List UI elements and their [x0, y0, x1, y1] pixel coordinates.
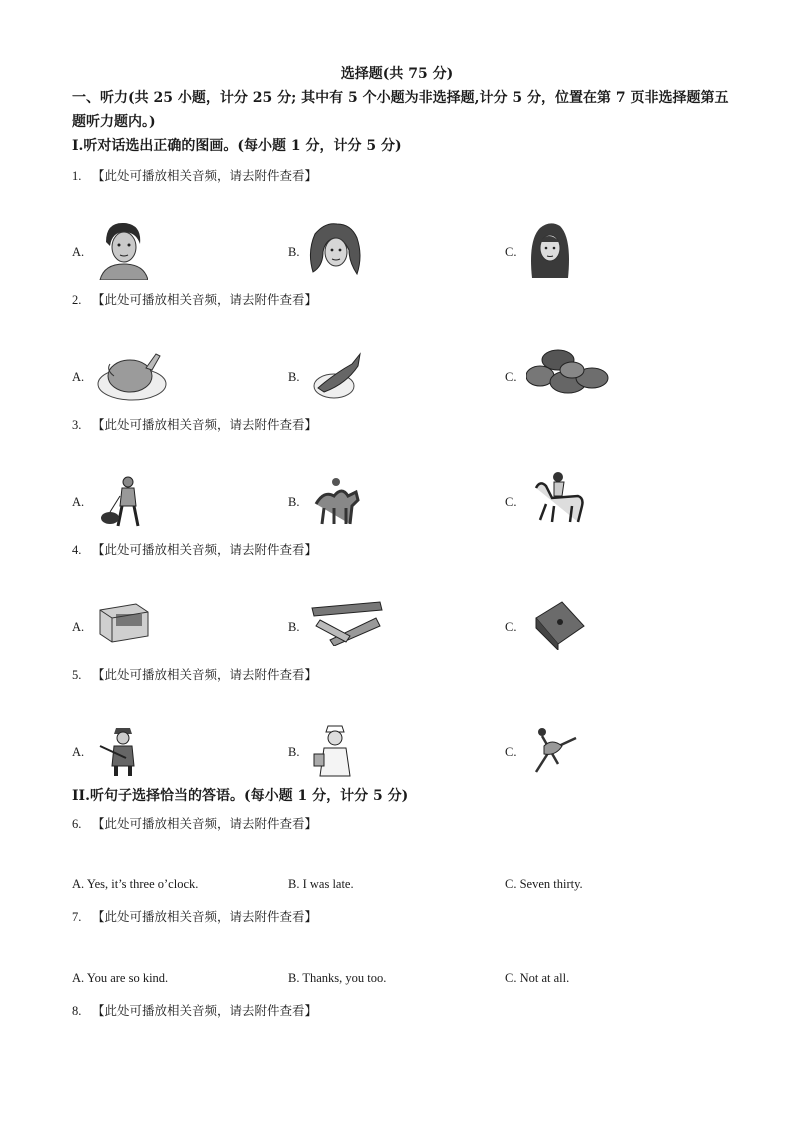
question-number: 5. — [72, 668, 82, 682]
option-a-text: A. Yes, it’s three o’clock. — [72, 877, 199, 891]
audio-placeholder: 【此处可播放相关音频，请去附件查看】 — [92, 292, 318, 307]
section-2-heading: II.听句子选择恰当的答语。(每小题 1 分，计分 5 分) — [72, 788, 409, 804]
question-7 — [72, 908, 317, 926]
girl-long-hair-icon — [526, 220, 574, 280]
page-title: 选择题(共 75 分) — [340, 66, 454, 82]
fish-on-plate-icon — [312, 352, 364, 402]
man-walking-dog-icon — [98, 474, 150, 528]
woman-short-hair-icon — [96, 220, 148, 280]
question-8 — [72, 1002, 317, 1020]
ruler-icon — [310, 600, 384, 646]
option-b-text: B. I was late. — [288, 877, 354, 891]
eraser-box-icon — [98, 602, 150, 644]
option-a-label: A. — [72, 620, 85, 634]
audio-placeholder: 【此处可播放相关音频，请去附件查看】 — [92, 667, 318, 682]
option-c-label: C. — [505, 245, 517, 259]
question-4 — [72, 541, 317, 559]
question-number: 8. — [72, 1004, 82, 1018]
audio-placeholder: 【此处可播放相关音频，请去附件查看】 — [92, 909, 318, 924]
nurse-icon — [310, 722, 360, 778]
option-b-text: B. Thanks, you too. — [288, 971, 387, 985]
soldier-icon — [96, 724, 146, 778]
question-3 — [72, 416, 317, 434]
question-number: 6. — [72, 817, 82, 831]
option-a-label: A. — [72, 745, 85, 759]
option-b-label: B. — [288, 370, 300, 384]
option-a-label: A. — [72, 370, 85, 384]
option-b-label: B. — [288, 745, 300, 759]
option-c-text: C. Seven thirty. — [505, 877, 583, 891]
olives-icon — [526, 346, 612, 398]
option-c-label: C. — [505, 745, 517, 759]
audio-placeholder: 【此处可播放相关音频，请去附件查看】 — [92, 168, 318, 183]
option-c-label: C. — [505, 370, 517, 384]
option-a-text: A. You are so kind. — [72, 971, 169, 985]
roast-chicken-icon — [96, 346, 168, 402]
question-6 — [72, 815, 317, 833]
pencil-sharpener-icon — [532, 600, 586, 650]
person-riding-camel-icon — [312, 474, 360, 526]
option-a-label: A. — [72, 495, 85, 509]
audio-placeholder: 【此处可播放相关音频，请去附件查看】 — [92, 1003, 318, 1018]
audio-placeholder: 【此处可播放相关音频，请去附件查看】 — [92, 816, 318, 831]
woman-curly-hair-icon — [305, 222, 365, 280]
question-number: 1. — [72, 169, 82, 183]
question-1 — [72, 167, 317, 185]
dancer-icon — [528, 724, 580, 776]
question-5 — [72, 666, 317, 684]
question-number: 7. — [72, 910, 82, 924]
option-c-label: C. — [505, 620, 517, 634]
listening-part-heading: 一、听力(共 25 小题，计分 25 分; 其中有 5 个小题为非选择题,计分 5 分，位置在第 7 页非选择题第五题听力题内。) — [72, 90, 729, 130]
question-number: 2. — [72, 293, 82, 307]
audio-placeholder: 【此处可播放相关音频，请去附件查看】 — [92, 542, 318, 557]
question-2 — [72, 291, 317, 309]
option-c-label: C. — [505, 495, 517, 509]
option-b-label: B. — [288, 620, 300, 634]
section-1-heading: I.听对话选出正确的图画。(每小题 1 分，计分 5 分) — [72, 138, 402, 154]
boy-riding-horse-icon — [530, 470, 586, 524]
question-number: 3. — [72, 418, 82, 432]
option-b-label: B. — [288, 245, 300, 259]
option-a-label: A. — [72, 245, 85, 259]
question-number: 4. — [72, 543, 82, 557]
option-c-text: C. Not at all. — [505, 971, 570, 985]
audio-placeholder: 【此处可播放相关音频，请去附件查看】 — [92, 417, 318, 432]
option-b-label: B. — [288, 495, 300, 509]
